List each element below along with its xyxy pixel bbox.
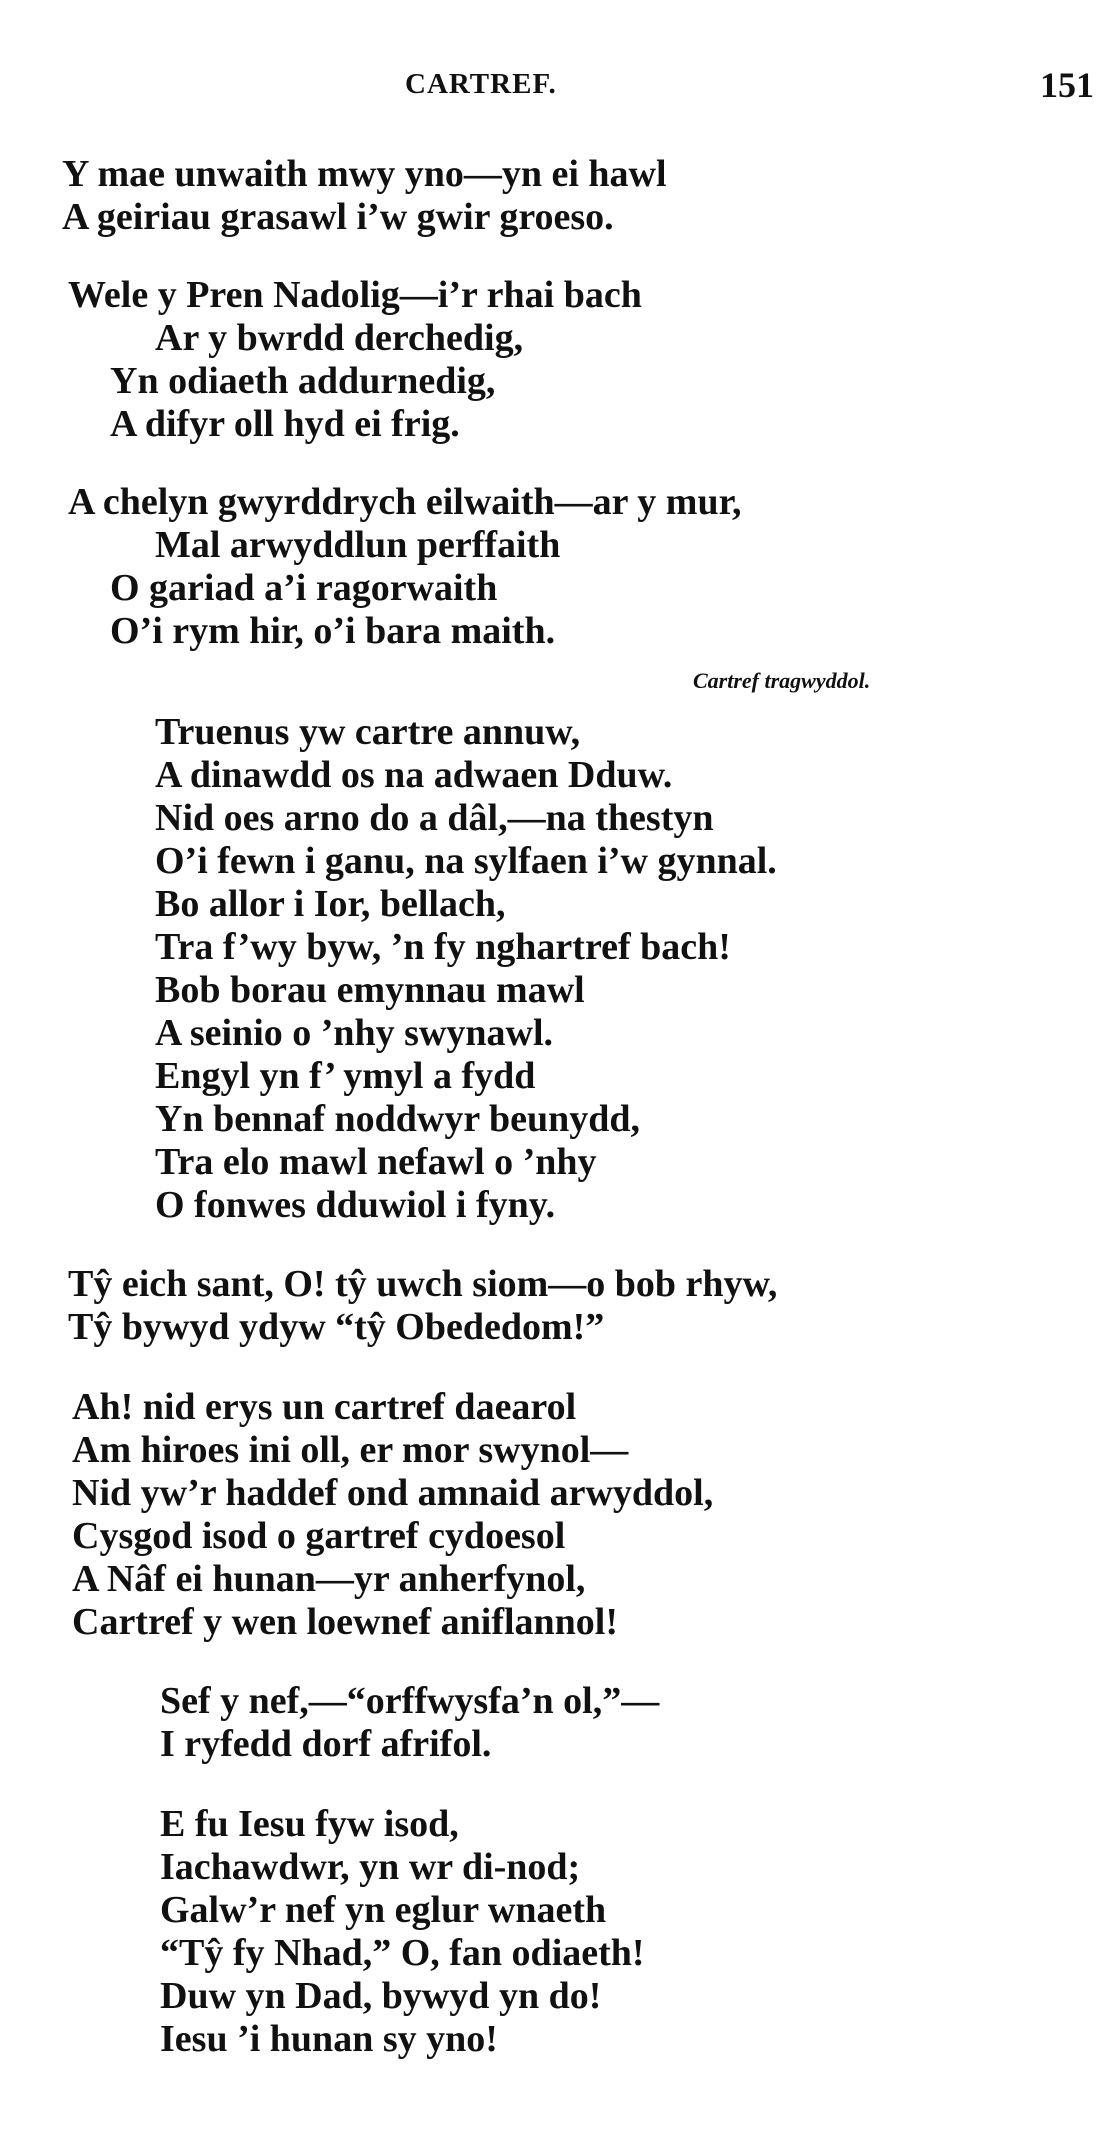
poem-line: Bo allor i Ior, bellach, xyxy=(155,883,506,925)
page-number: 151 xyxy=(1040,65,1094,105)
section-subheading: Cartref tragwyddol. xyxy=(693,668,871,693)
poem-line: Yn bennaf noddwyr beunydd, xyxy=(155,1098,641,1140)
poem-line: Engyl yn f’ ymyl a fydd xyxy=(155,1055,536,1097)
poem-line: E fu Iesu fyw isod, xyxy=(160,1803,459,1845)
poem-line: A difyr oll hyd ei frig. xyxy=(110,403,460,445)
poem-line: O fonwes dduwiol i fyny. xyxy=(155,1184,556,1226)
poem-line: Galw’r nef yn eglur wnaeth xyxy=(160,1889,607,1931)
poem-line: Tra elo mawl nefawl o ’nhy xyxy=(155,1141,597,1183)
poem-line: Am hiroes ini oll, er mor swynol— xyxy=(72,1429,629,1471)
poem-line: “Tŷ fy Nhad,” O, fan odiaeth! xyxy=(160,1932,645,1974)
poem-line: A chelyn gwyrddrych eilwaith—ar y mur, xyxy=(68,481,742,523)
poem-line: Cysgod isod o gartref cydoesol xyxy=(72,1515,566,1557)
poem-line: Wele y Pren Nadolig—i’r rhai bach xyxy=(68,274,642,316)
poem-line: Cartref y wen loewnef aniflannol! xyxy=(72,1601,619,1643)
poem-line: Yn odiaeth addurnedig, xyxy=(110,360,496,402)
poem-line: O gariad a’i ragorwaith xyxy=(110,567,498,609)
poem-line: O’i rym hir, o’i bara maith. xyxy=(110,610,556,652)
poem-line: Iachawdwr, yn wr di-nod; xyxy=(160,1846,581,1888)
poem-line: A geiriau grasawl i’w gwir groeso. xyxy=(62,196,614,238)
poem-line: Sef y nef,—“orffwysfa’n ol,”— xyxy=(160,1680,660,1722)
poem-line: A seinio o ’nhy swynawl. xyxy=(155,1012,554,1054)
poem-line: Tra f’wy byw, ’n fy nghartref bach! xyxy=(155,926,731,968)
poem-line: Iesu ’i hunan sy yno! xyxy=(160,2018,498,2060)
poem-line: A Nâf ei hunan—yr anherfynol, xyxy=(72,1558,586,1600)
running-head: CARTREF. xyxy=(405,68,557,100)
poem-line: Y mae unwaith mwy yno—yn ei hawl xyxy=(62,153,667,195)
poem-line: Mal arwyddlun perffaith xyxy=(155,524,561,566)
poem-line: Truenus yw cartre annuw, xyxy=(155,711,581,753)
poem-line: Ar y bwrdd derchedig, xyxy=(155,317,524,359)
poem-line: Duw yn Dad, bywyd yn do! xyxy=(160,1975,602,2017)
poem-line: Bob borau emynnau mawl xyxy=(155,969,585,1011)
poem-line: Nid yw’r haddef ond amnaid arwyddol, xyxy=(72,1472,714,1514)
poem-line: Tŷ eich sant, O! tŷ uwch siom—o bob rhyw, xyxy=(68,1263,778,1305)
poem-line: A dinawdd os na adwaen Dduw. xyxy=(155,754,673,796)
poem-line: Nid oes arno do a dâl,—na thestyn xyxy=(155,797,714,839)
poem-line: Tŷ bywyd ydyw “tŷ Obededom!” xyxy=(68,1306,605,1348)
poem-line: I ryfedd dorf afrifol. xyxy=(160,1723,492,1765)
poem-line: Ah! nid erys un cartref daearol xyxy=(72,1386,577,1428)
poem-line: O’i fewn i ganu, na sylfaen i’w gynnal. xyxy=(155,840,777,882)
